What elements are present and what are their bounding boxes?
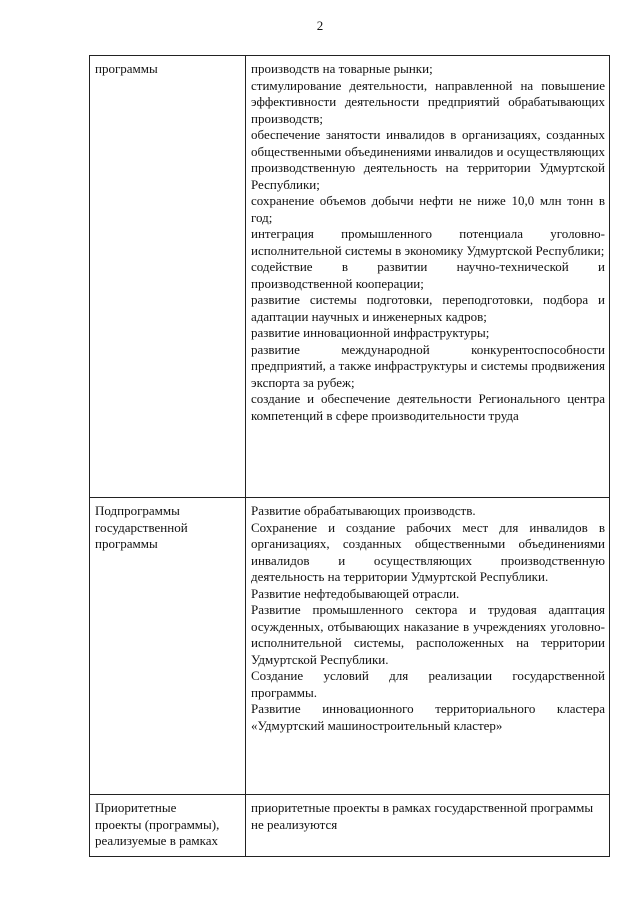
- row-label-line: проекты (программы),: [95, 816, 220, 832]
- subprogram-item: Развитие нефтедобывающей отрасли.: [251, 585, 460, 601]
- table-row-priority-projects: [90, 795, 610, 857]
- task-item: развитие инновационной инфраструктуры;: [251, 325, 490, 340]
- row-label-cell: [90, 498, 246, 795]
- subprogram-item: Сохранение и создание рабочих мест для инвалидов в организациях, созданных общественными объединениями инвалидов и осуществляющих производственную деятельность на территории Удмуртской Республики.: [251, 519, 605, 584]
- subprogram-item: Создание условий для реализации государственной программы.: [251, 668, 605, 700]
- task-item: интеграция промышленного потенциала уголовно-исполнительной системы в экономику Удмуртской Республики;: [251, 226, 605, 258]
- task-item: развитие международной конкурентоспособности предприятий, а также инфраструктуры и системы продвижения экспорта за рубеж;: [251, 341, 605, 390]
- subprogram-item: Развитие инновационного территориального кластера «Удмуртский машиностроительный кластер»: [251, 701, 605, 733]
- task-item: сохранение объемов добычи нефти не ниже 10,0 млн тонн в год;: [251, 193, 605, 225]
- row-label-line: реализуемые в рамках: [95, 833, 218, 848]
- row-label-line: Подпрограммы: [95, 503, 180, 518]
- task-item: содействие в развитии научно-технической и производственной кооперации;: [251, 259, 605, 291]
- task-item: стимулирование деятельности, направленной на повышение эффективности деятельности предприятий обрабатывающих производств;: [251, 77, 605, 126]
- task-item: производств на товарные рынки;: [251, 61, 433, 76]
- task-item: создание и обеспечение деятельности Регионального центра компетенций в сфере производительности труда: [251, 391, 605, 423]
- row-label-line: программы: [95, 61, 158, 76]
- program-passport-table: [89, 55, 610, 857]
- row-label-cell: [90, 795, 246, 857]
- row-label-line: государственной: [95, 519, 188, 535]
- row-content-cell: [246, 56, 610, 498]
- subprogram-item: Развитие обрабатывающих производств.: [251, 503, 476, 518]
- table-row-goals-continued: [90, 56, 610, 498]
- row-content-cell: [246, 498, 610, 795]
- subprogram-item: Развитие промышленного сектора и трудовая адаптация осужденных, отбывающих наказание в учреждениях уголовно-исполнительной системы, расположенных на территории Удмуртской Республики.: [251, 602, 605, 667]
- table-row-subprograms: [90, 498, 610, 795]
- row-label-line: программы: [95, 536, 158, 551]
- task-item: развитие системы подготовки, переподготовки, подбора и адаптации научных и инженерных кадров;: [251, 292, 605, 324]
- row-label-cell: [90, 56, 246, 498]
- page-number: 2: [316, 18, 324, 33]
- task-item: обеспечение занятости инвалидов в организациях, созданных общественными объединениями инвалидов и осуществляющих производственную деятельность на территории Удмуртской Республики;: [251, 127, 605, 192]
- row-label-line: Приоритетные: [95, 800, 177, 815]
- row-content-cell: [246, 795, 610, 857]
- priority-projects-text: приоритетные проекты в рамках государственной программы не реализуются: [251, 800, 594, 832]
